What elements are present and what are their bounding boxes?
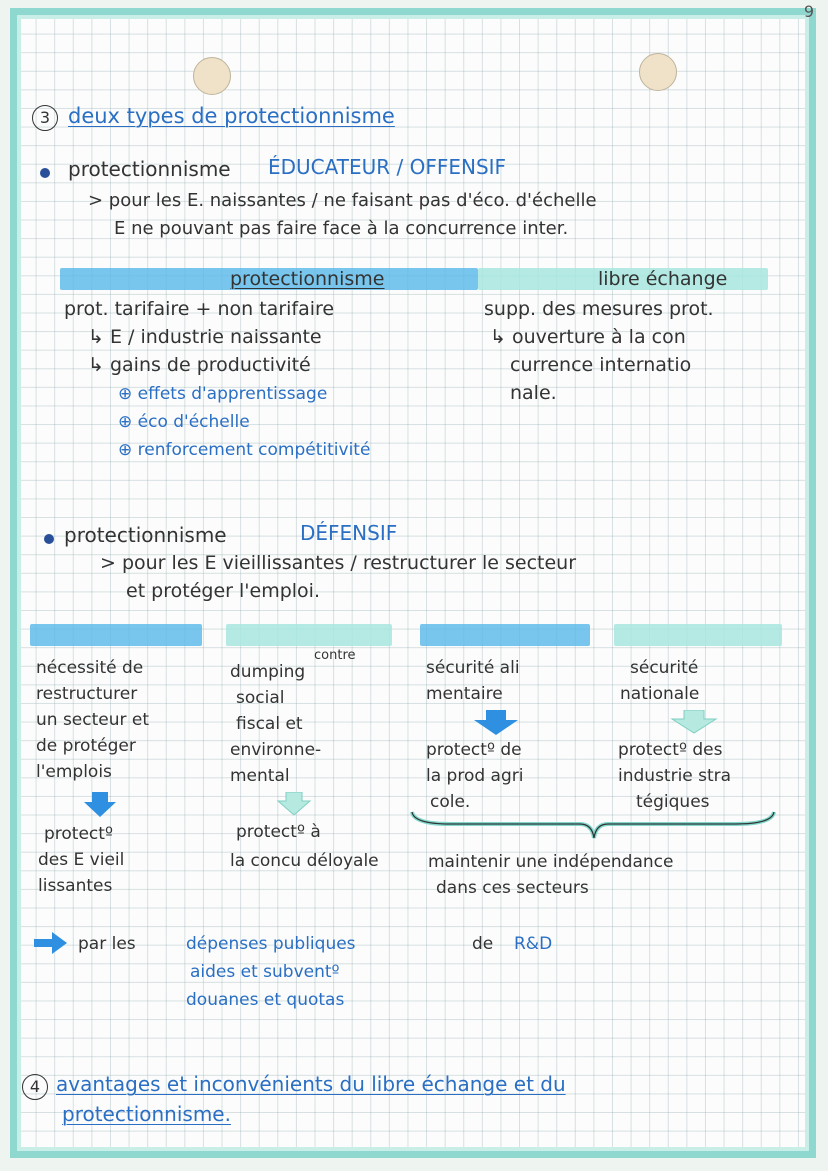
arrow-down-icon (472, 710, 520, 736)
compare-left-line: prot. tarifaire + non tarifaire (64, 298, 335, 320)
compare-left-sub: ⊕ éco d'échelle (118, 412, 250, 432)
defensif-heading-type: DÉFENSIF (300, 521, 398, 545)
brace-note: dans ces secteurs (436, 878, 589, 898)
highlight-bar (226, 624, 392, 646)
compare-right-line: supp. des mesures prot. (484, 298, 714, 320)
col4-line: nationale (620, 684, 700, 704)
col3-result: la prod agri (426, 766, 524, 786)
col3-line: sécurité ali (426, 658, 520, 678)
arrow-down-icon (276, 792, 312, 816)
section-4-title-line-2: protectionnisme. (62, 1102, 231, 1126)
educateur-heading-type: ÉDUCATEUR / OFFENSIF (268, 155, 507, 179)
punch-hole (193, 57, 231, 95)
means-line-3: douanes et quotas (186, 990, 345, 1010)
col4-line: sécurité (630, 658, 699, 678)
compare-left-header: protectionnisme (230, 268, 385, 290)
bullet (44, 534, 54, 544)
arrow-right-icon (34, 932, 68, 954)
compare-right-line: nale. (510, 382, 557, 404)
col1-line: un secteur et (36, 710, 150, 730)
col3-line: mentaire (426, 684, 503, 704)
educateur-heading-prefix: protectionnisme (68, 157, 231, 181)
compare-left-line: ↳ E / industrie naissante (88, 326, 322, 348)
compare-left-sub: ⊕ renforcement compétitivité (118, 440, 371, 460)
compare-left-line: ↳ gains de productivité (88, 354, 311, 376)
col2-note: contre (314, 648, 356, 663)
defensif-heading-prefix: protectionnisme (64, 523, 227, 547)
section-3-title: deux types de protectionnisme (68, 104, 395, 128)
educateur-line-2: E ne pouvant pas faire face à la concurrence inter. (114, 218, 569, 239)
col2-result: la concu déloyale (230, 851, 379, 871)
compare-right-line: ↳ ouverture à la con (490, 326, 686, 348)
col1-line: nécessité de (36, 658, 144, 678)
col2-line: environne- (230, 740, 322, 760)
section-4-title-line-1: avantages et inconvénients du libre échange et du (56, 1072, 566, 1096)
col1-result: protectº (44, 824, 113, 844)
bullet (40, 168, 50, 178)
arrow-down-icon (82, 792, 118, 818)
col2-line: mental (230, 766, 290, 786)
means-line-1-mid: de (472, 934, 494, 954)
highlight-bar (30, 624, 202, 646)
means-prefix: par les (78, 934, 136, 954)
defensif-line-1: > pour les E vieillissantes / restructurer le secteur (100, 552, 577, 574)
curly-brace (410, 808, 776, 844)
col1-result: des E vieil (38, 850, 125, 870)
col4-result: tégiques (636, 792, 710, 812)
col3-result: cole. (430, 792, 471, 812)
highlight-bar (614, 624, 782, 646)
punch-hole (639, 53, 677, 91)
educateur-line-1: > pour les E. naissantes / ne faisant pas d'éco. d'échelle (88, 190, 597, 211)
col1-result: lissantes (38, 876, 113, 896)
col2-line: dumping (230, 662, 306, 682)
compare-right-line: currence internatio (510, 354, 692, 376)
section-number-3: 3 (32, 105, 58, 131)
means-line-1-end: R&D (514, 934, 553, 954)
means-line-1-blue: dépenses publiques (186, 934, 356, 954)
col2-result: protectº à (236, 822, 321, 842)
defensif-line-2: et protéger l'emploi. (126, 580, 320, 602)
col1-line: de protéger (36, 736, 136, 756)
compare-left-sub: ⊕ effets d'apprentissage (118, 384, 328, 404)
col2-line: social (236, 688, 285, 708)
means-line-2: aides et subventº (190, 962, 340, 982)
col1-line: restructurer (36, 684, 138, 704)
arrow-down-icon (670, 710, 718, 734)
page-number: 9 (803, 2, 814, 21)
compare-right-header: libre échange (598, 268, 728, 290)
highlight-bar (420, 624, 590, 646)
col4-result: industrie stra (618, 766, 732, 786)
col2-line: fiscal et (236, 714, 303, 734)
section-number-4: 4 (22, 1074, 48, 1100)
col3-result: protectº de (426, 740, 522, 760)
brace-note: maintenir une indépendance (428, 852, 674, 872)
col4-result: protectº des (618, 740, 723, 760)
col1-line: l'emplois (36, 762, 112, 782)
